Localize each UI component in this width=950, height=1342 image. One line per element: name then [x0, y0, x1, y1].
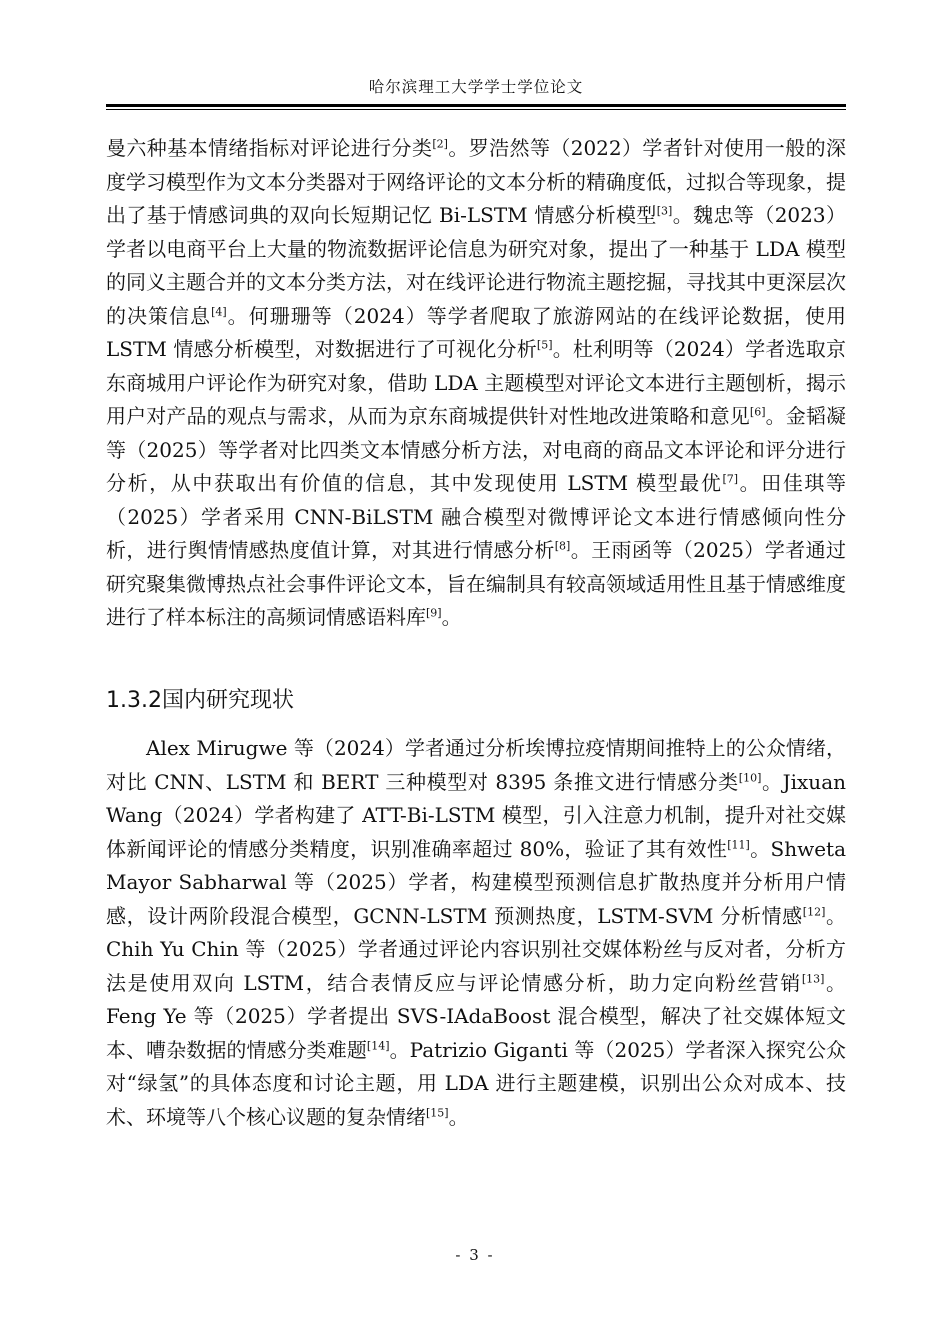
citation-ref: [15] — [426, 1105, 449, 1119]
citation-ref: [12] — [802, 904, 826, 918]
citation-ref: [11] — [727, 837, 750, 851]
text-run: 。田佳琪等（2025）学者采用 CNN-BiLSTM 融合模型对微博评论文本进行情感倾向性分析，进行舆情情感热度值计算，对其进行情感分析 — [106, 471, 847, 562]
text-run: 。Feng Ye 等（2025）学者提出 SVS-IAdaBoost 混合模型，解决了社交媒体短文本、嘈杂数据的情感分类难题 — [106, 970, 846, 1062]
text-run: 。罗浩然等（2022）学者针对使用一般的深度学习模型作为文本分类器对于网络评论的文本分析的精确度低，过拟合等现象，提出了基于情感词典的双向长短期记忆 Bi-LSTM 情感分析模型 — [106, 136, 846, 227]
citation-ref: [14] — [366, 1038, 390, 1052]
text-run: 。王雨函等（2025）学者通过研究聚集微博热点社会事件评论文本，旨在编制具有较高领域适用性且基于情感维度进行了样本标注的高频词情感语料库 — [106, 538, 847, 629]
citation-ref: [7] — [722, 472, 739, 486]
citation-ref: [13] — [801, 971, 825, 985]
text-run: 。 — [448, 1104, 469, 1129]
text-run: 。魏忠等（2023）学者以电商平台上大量的物流数据评论信息为研究对象，提出了一种基于 LDA 模型的同义主题合并的文本分类方法，对在线评论进行物流主题挖掘，寻找其中更深层次的决策信息 — [106, 203, 846, 328]
text-run: 。Patrizio Giganti 等（2025）学者深入探究公众对“绿氢”的具体态度和讨论主题，用 LDA 进行主题建模，识别出公众对成本、技术、环境等八个核心议题的复杂情绪 — [106, 1037, 847, 1129]
text-run: 。杜利明等（2024）学者选取京东商城用户评论作为研究对象，借助 LDA 主题模型对评论文本进行主题刨析，揭示用户对产品的观点与需求，从而为京东商城提供针对性地改进策略和意见 — [106, 337, 846, 428]
header-rule-thin — [106, 109, 846, 110]
header-rule-thick — [106, 104, 846, 107]
paragraph-intl-review — [106, 132, 846, 635]
paragraph-domestic-review — [106, 732, 846, 1134]
citation-ref: [8] — [554, 539, 571, 553]
citation-ref: [3] — [656, 204, 673, 218]
text-run: 。Chih Yu Chin 等（2025）学者通过评论内容识别社交媒体粉丝与反对者，分析方法是使用双向 LSTM，结合表情反应与评论情感分析，助力定向粉丝营销 — [106, 903, 847, 995]
citation-ref: [10] — [738, 770, 762, 784]
text-run: Alex Mirugwe 等（2024）学者通过分析埃博拉疫情期间推特上的公众情绪，对比 CNN、LSTM 和 BERT 三种模型对 8395 条推文进行情感分类 — [106, 736, 846, 794]
text-run: 。 — [441, 605, 462, 629]
citation-ref: [2] — [432, 137, 448, 151]
page-number: - 3 - — [455, 1246, 495, 1264]
text-run: 。Shweta Mayor Sabharwal 等（2025）学者，构建模型预测信息扩散热度并分析用户情感，设计两阶段混合模型，GCNN-LSTM 预测热度，LSTM-SVM 分析情感 — [106, 836, 847, 928]
text-run: 。金韬凝等（2025）等学者对比四类文本情感分析方法，对电商的商品文本评论和评分进行分析，从中获取出有价值的信息，其中发现使用 LSTM 模型最优 — [106, 404, 847, 495]
page-header: 哈尔滨理工大学学士学位论文 — [368, 78, 584, 96]
text-run: 曼六种基本情绪指标对评论进行分类 — [106, 136, 433, 160]
text-run: 。Jixuan Wang（2024）学者构建了 ATT-Bi-LSTM 模型，引入注意力机制，提升对社交媒体新闻评论的情感分类精度，识别准确率超过 80%，验证了其有效性 — [106, 769, 846, 861]
citation-ref: [6] — [749, 405, 766, 419]
citation-ref: [4] — [211, 304, 227, 318]
citation-ref: [9] — [426, 606, 442, 620]
text-run: 。何珊珊等（2024）等学者爬取了旅游网站的在线评论数据，使用 LSTM 情感分析模型，对数据进行了可视化分析 — [106, 303, 846, 361]
citation-ref: [5] — [536, 338, 553, 352]
section-heading: 1.3.2国内研究现状 — [106, 688, 294, 713]
